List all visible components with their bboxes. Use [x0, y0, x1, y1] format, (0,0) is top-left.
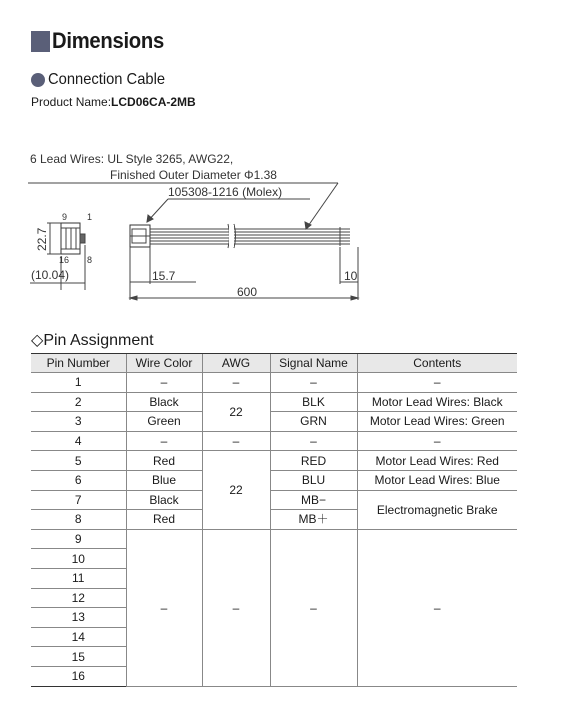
- cable-drawing: [0, 140, 582, 310]
- table-row: 6 Blue BLU Motor Lead Wires: Blue: [31, 470, 517, 490]
- table-row: 9 – – – –: [31, 529, 517, 549]
- product-name: Product Name:LCD06CA-2MB: [31, 95, 196, 109]
- dim-10: 10: [344, 269, 358, 283]
- col-contents: Contents: [357, 354, 517, 373]
- table-row: 12: [31, 588, 517, 608]
- dim-15-7: 15.7: [152, 269, 176, 283]
- page-title: Dimensions: [31, 28, 174, 54]
- lead-wires-spec: 6 Lead Wires: UL Style 3265, AWG22,: [30, 152, 234, 166]
- col-pin-number: Pin Number: [31, 354, 126, 373]
- col-wire-color: Wire Color: [126, 354, 202, 373]
- col-signal-name: Signal Name: [270, 354, 357, 373]
- table-row: 13: [31, 608, 517, 628]
- pin-assignment-table: [31, 353, 517, 687]
- pin-label-16: 16: [59, 255, 70, 265]
- col-awg: AWG: [202, 354, 270, 373]
- dim-height: 22.7: [35, 227, 49, 251]
- table-row: 10: [31, 549, 517, 569]
- table-row: 7 Black MB− Electromagnetic Brake: [31, 490, 517, 510]
- pin-assignment-heading: ◇Pin Assignment: [31, 332, 154, 349]
- table-row: 16: [31, 666, 517, 686]
- connector-part-number: 105308-1216 (Molex): [168, 185, 283, 199]
- table-row: 4 – – – –: [31, 431, 517, 451]
- table-row: 1 – – – –: [31, 373, 517, 393]
- table-row: 15: [31, 647, 517, 667]
- diamond-icon: ◇: [31, 332, 44, 349]
- outer-diameter-spec: Finished Outer Diameter Φ1.38: [110, 168, 277, 182]
- table-row: 8 Red MB＋: [31, 510, 517, 530]
- table-header-row: [31, 354, 517, 373]
- circle-bullet-icon: [31, 73, 45, 87]
- dim-width: (10.04): [31, 268, 70, 282]
- table-row: 14: [31, 627, 517, 647]
- title-square-icon: [31, 31, 50, 52]
- dim-600: 600: [237, 285, 258, 299]
- table-row: 3 Green GRN Motor Lead Wires: Green: [31, 412, 517, 432]
- table-row: 5 Red 22 RED Motor Lead Wires: Red: [31, 451, 517, 471]
- table-row: 11: [31, 568, 517, 588]
- pin-label-9: 9: [62, 212, 68, 222]
- table-row: 2 Black 22 BLK Motor Lead Wires: Black: [31, 392, 517, 412]
- section-heading: Connection Cable: [31, 71, 175, 89]
- pin-label-8: 8: [87, 255, 93, 265]
- pin-label-1: 1: [87, 212, 93, 222]
